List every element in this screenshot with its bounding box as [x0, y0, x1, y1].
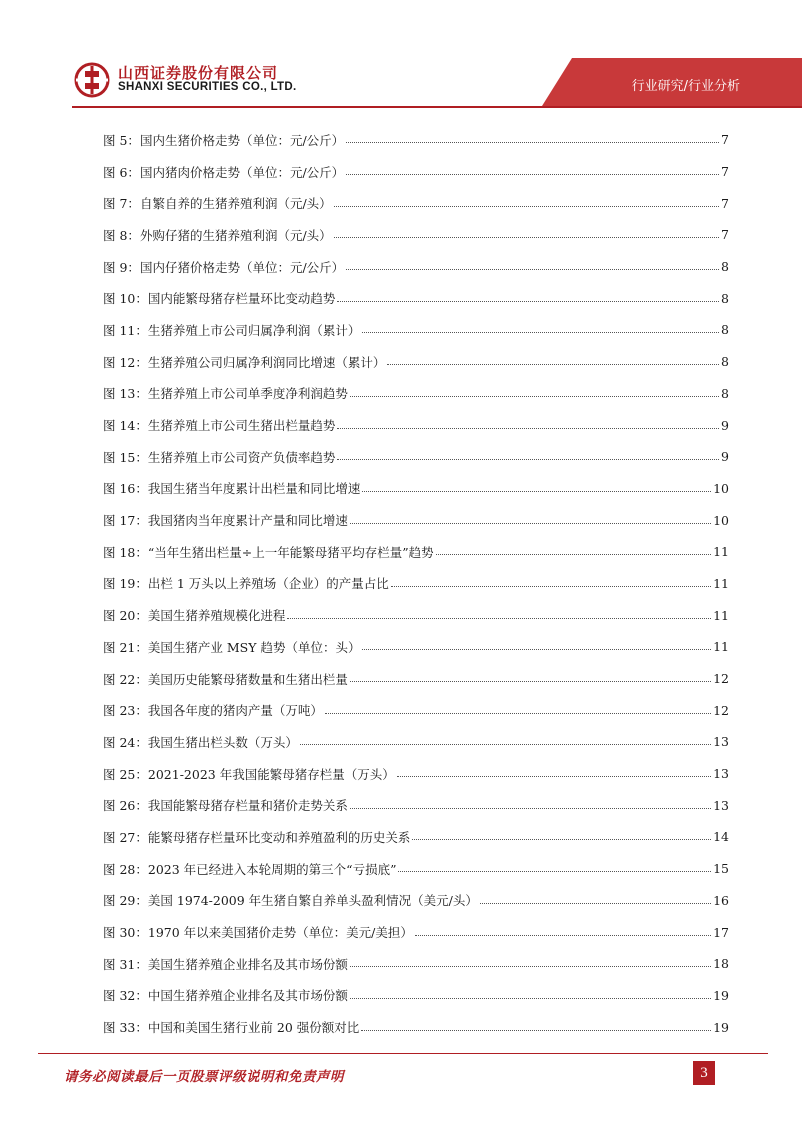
figure-title[interactable]: 国内生猪价格走势（单位：元/公斤）	[139, 132, 345, 148]
figure-number: 图 19：	[103, 576, 148, 592]
figure-number: 图 23：	[103, 703, 148, 719]
figure-page-number: 9	[721, 417, 729, 433]
figure-page-number: 13	[713, 734, 729, 750]
figure-title[interactable]: 美国生猪养殖企业排名及其市场份额	[147, 956, 348, 972]
toc-entry[interactable]	[103, 1011, 729, 1043]
figure-number: 图 33：	[103, 1020, 148, 1036]
header-divider	[72, 106, 802, 108]
dot-leader	[346, 174, 719, 175]
toc-entry[interactable]	[103, 694, 729, 726]
dot-leader	[334, 206, 719, 207]
figure-number: 图 9：	[103, 259, 140, 275]
company-name-cn: 山西证券股份有限公司	[118, 64, 279, 82]
figure-page-number: 7	[721, 132, 729, 148]
figure-title[interactable]: 我国猪肉当年度累计产量和同比增速	[147, 513, 348, 529]
figure-title[interactable]: 我国生猪出栏头数（万头）	[147, 734, 298, 750]
figure-title[interactable]: 外购仔猪的生猪养殖利润（元/头）	[139, 227, 332, 243]
toc-entry[interactable]	[103, 409, 729, 441]
figure-title[interactable]: 美国生猪产业 MSY 趋势（单位：头）	[147, 639, 361, 655]
dot-leader	[415, 935, 711, 936]
toc-entry[interactable]	[103, 568, 729, 600]
figure-number: 图 14：	[103, 418, 148, 434]
dot-leader	[412, 839, 711, 840]
toc-entry[interactable]	[103, 441, 729, 473]
figure-number: 图 32：	[103, 988, 148, 1004]
figure-title[interactable]: 生猪养殖上市公司生猪出栏量趋势	[147, 418, 336, 434]
figure-page-number: 11	[713, 575, 729, 591]
figure-number: 图 17：	[103, 513, 148, 529]
figure-title[interactable]: 生猪养殖上市公司资产负债率趋势	[147, 449, 336, 465]
dot-leader	[362, 332, 719, 333]
dot-leader	[350, 681, 711, 682]
figure-page-number: 11	[713, 607, 729, 623]
figure-title[interactable]: 生猪养殖公司归属净利润同比增速（累计）	[147, 354, 386, 370]
figure-title[interactable]: 出栏 1 万头以上养殖场（企业）的产量占比	[147, 576, 389, 592]
figure-page-number: 16	[713, 892, 729, 908]
figure-number: 图 30：	[103, 925, 148, 941]
footer-divider	[38, 1053, 768, 1054]
toc-entry[interactable]	[103, 156, 729, 188]
dot-leader	[337, 301, 719, 302]
dot-leader	[397, 776, 711, 777]
figure-title[interactable]: 国内猪肉价格走势（单位：元/公斤）	[139, 164, 345, 180]
toc-entry[interactable]	[103, 251, 729, 283]
figure-number: 图 29：	[103, 893, 148, 909]
dot-leader	[337, 428, 719, 429]
figure-page-number: 12	[713, 671, 729, 687]
figure-number: 图 24：	[103, 734, 148, 750]
figure-number: 图 8：	[103, 227, 140, 243]
figure-number: 图 28：	[103, 861, 148, 877]
figure-number: 图 10：	[103, 291, 148, 307]
figure-number: 图 26：	[103, 798, 148, 814]
figure-list	[103, 124, 729, 1043]
toc-entry[interactable]	[103, 346, 729, 378]
figure-page-number: 8	[721, 259, 729, 275]
figure-title[interactable]: 生猪养殖上市公司归属净利润（累计）	[147, 322, 361, 338]
toc-entry[interactable]	[103, 504, 729, 536]
figure-page-number: 9	[721, 449, 729, 465]
dot-leader	[287, 618, 711, 619]
figure-page-number: 8	[721, 385, 729, 401]
figure-page-number: 7	[721, 164, 729, 180]
figure-page-number: 11	[713, 639, 729, 655]
figure-number: 图 6：	[103, 164, 140, 180]
figure-page-number: 8	[721, 290, 729, 306]
figure-title[interactable]: 美国 1974-2009 年生猪自繁自养单头盈利情况（美元/头）	[147, 893, 478, 909]
figure-number: 图 5：	[103, 132, 140, 148]
figure-title[interactable]: 美国生猪养殖规模化进程	[147, 608, 286, 624]
figure-number: 图 13：	[103, 386, 148, 402]
figure-page-number: 7	[721, 227, 729, 243]
figure-number: 图 27：	[103, 829, 148, 845]
toc-entry[interactable]	[103, 789, 729, 821]
dot-leader	[325, 713, 711, 714]
figure-number: 图 25：	[103, 766, 148, 782]
page-header	[0, 0, 802, 110]
figure-title[interactable]: 我国能繁母猪存栏量和猪价走势关系	[147, 798, 348, 814]
figure-number: 图 31：	[103, 956, 148, 972]
figure-title[interactable]: 国内仔猪价格走势（单位：元/公斤）	[139, 259, 345, 275]
figure-number: 图 22：	[103, 671, 148, 687]
figure-number: 图 18：	[103, 544, 148, 560]
figure-page-number: 12	[713, 702, 729, 718]
figure-title[interactable]: 2023 年已经进入本轮周期的第三个“亏损底”	[147, 861, 397, 877]
dot-leader	[334, 237, 719, 238]
toc-entry[interactable]	[103, 948, 729, 980]
figure-title[interactable]: 国内能繁母猪存栏量环比变动趋势	[147, 291, 336, 307]
toc-entry[interactable]	[103, 124, 729, 156]
toc-entry[interactable]	[103, 885, 729, 917]
toc-entry[interactable]	[103, 916, 729, 948]
toc-entry[interactable]	[103, 378, 729, 410]
figure-number: 图 15：	[103, 449, 148, 465]
toc-entry[interactable]	[103, 631, 729, 663]
dot-leader	[480, 903, 711, 904]
figure-page-number: 8	[721, 354, 729, 370]
figure-title[interactable]: “当年生猪出栏量÷上一年能繁母猪平均存栏量”趋势	[147, 544, 434, 560]
toc-entry[interactable]	[103, 663, 729, 695]
figure-page-number: 17	[713, 924, 729, 940]
dot-leader	[391, 586, 711, 587]
figure-page-number: 13	[713, 766, 729, 782]
figure-title[interactable]: 中国和美国生猪行业前 20 强份额对比	[147, 1020, 360, 1036]
toc-entry[interactable]	[103, 473, 729, 505]
toc-entry[interactable]	[103, 187, 729, 219]
toc-entry[interactable]	[103, 282, 729, 314]
figure-page-number: 13	[713, 797, 729, 813]
toc-entry[interactable]	[103, 726, 729, 758]
figure-page-number: 19	[713, 987, 729, 1003]
figure-title[interactable]: 美国历史能繁母猪数量和生猪出栏量	[147, 671, 348, 687]
figure-title[interactable]: 生猪养殖上市公司单季度净利润趋势	[147, 386, 348, 402]
figure-title[interactable]: 2021-2023 年我国能繁母猪存栏量（万头）	[147, 766, 395, 782]
toc-entry[interactable]	[103, 314, 729, 346]
figure-title[interactable]: 1970 年以来美国猪价走势（单位：美元/美担）	[147, 925, 413, 941]
page-number: 3	[693, 1061, 715, 1085]
toc-entry[interactable]	[103, 980, 729, 1012]
dot-leader	[362, 491, 711, 492]
figure-title[interactable]: 能繁母猪存栏量环比变动和养殖盈利的历史关系	[147, 829, 411, 845]
figure-page-number: 7	[721, 195, 729, 211]
dot-leader	[350, 523, 711, 524]
dot-leader	[436, 554, 711, 555]
dot-leader	[362, 649, 711, 650]
dot-leader	[350, 396, 719, 397]
dot-leader	[346, 269, 719, 270]
figure-number: 图 7：	[103, 196, 140, 212]
shanxi-securities-logo-icon	[74, 62, 110, 98]
dot-leader	[350, 998, 711, 999]
company-name-en: SHANXI SECURITIES CO., LTD.	[118, 81, 297, 93]
dot-leader	[361, 1030, 711, 1031]
figure-page-number: 10	[713, 512, 729, 528]
figure-number: 图 20：	[103, 608, 148, 624]
disclaimer-notice: 请务必阅读最后一页股票评级说明和免责声明	[64, 1069, 344, 1085]
toc-entry[interactable]	[103, 758, 729, 790]
figure-title[interactable]: 我国各年度的猪肉产量（万吨）	[147, 703, 323, 719]
dot-leader	[387, 364, 719, 365]
figure-title[interactable]: 中国生猪养殖企业排名及其市场份额	[147, 988, 348, 1004]
figure-title[interactable]: 自繁自养的生猪养殖利润（元/头）	[139, 196, 332, 212]
figure-page-number: 10	[713, 480, 729, 496]
toc-entry[interactable]	[103, 536, 729, 568]
toc-entry[interactable]	[103, 821, 729, 853]
figure-page-number: 15	[713, 861, 729, 877]
figure-number: 图 12：	[103, 354, 148, 370]
toc-entry[interactable]	[103, 219, 729, 251]
dot-leader	[398, 871, 711, 872]
figure-page-number: 14	[713, 829, 729, 845]
figure-number: 图 16：	[103, 481, 148, 497]
dot-leader	[346, 142, 719, 143]
dot-leader	[337, 459, 719, 460]
toc-entry[interactable]	[103, 599, 729, 631]
figure-number: 图 11：	[103, 322, 148, 338]
report-category: 行业研究/行业分析	[631, 79, 740, 94]
figure-number: 图 21：	[103, 639, 148, 655]
figure-page-number: 18	[713, 956, 729, 972]
figure-title[interactable]: 我国生猪当年度累计出栏量和同比增速	[147, 481, 361, 497]
figure-page-number: 11	[713, 544, 729, 560]
dot-leader	[350, 966, 711, 967]
toc-entry[interactable]	[103, 853, 729, 885]
dot-leader	[300, 744, 711, 745]
figure-page-number: 19	[713, 1019, 729, 1035]
figure-page-number: 8	[721, 322, 729, 338]
dot-leader	[350, 808, 711, 809]
